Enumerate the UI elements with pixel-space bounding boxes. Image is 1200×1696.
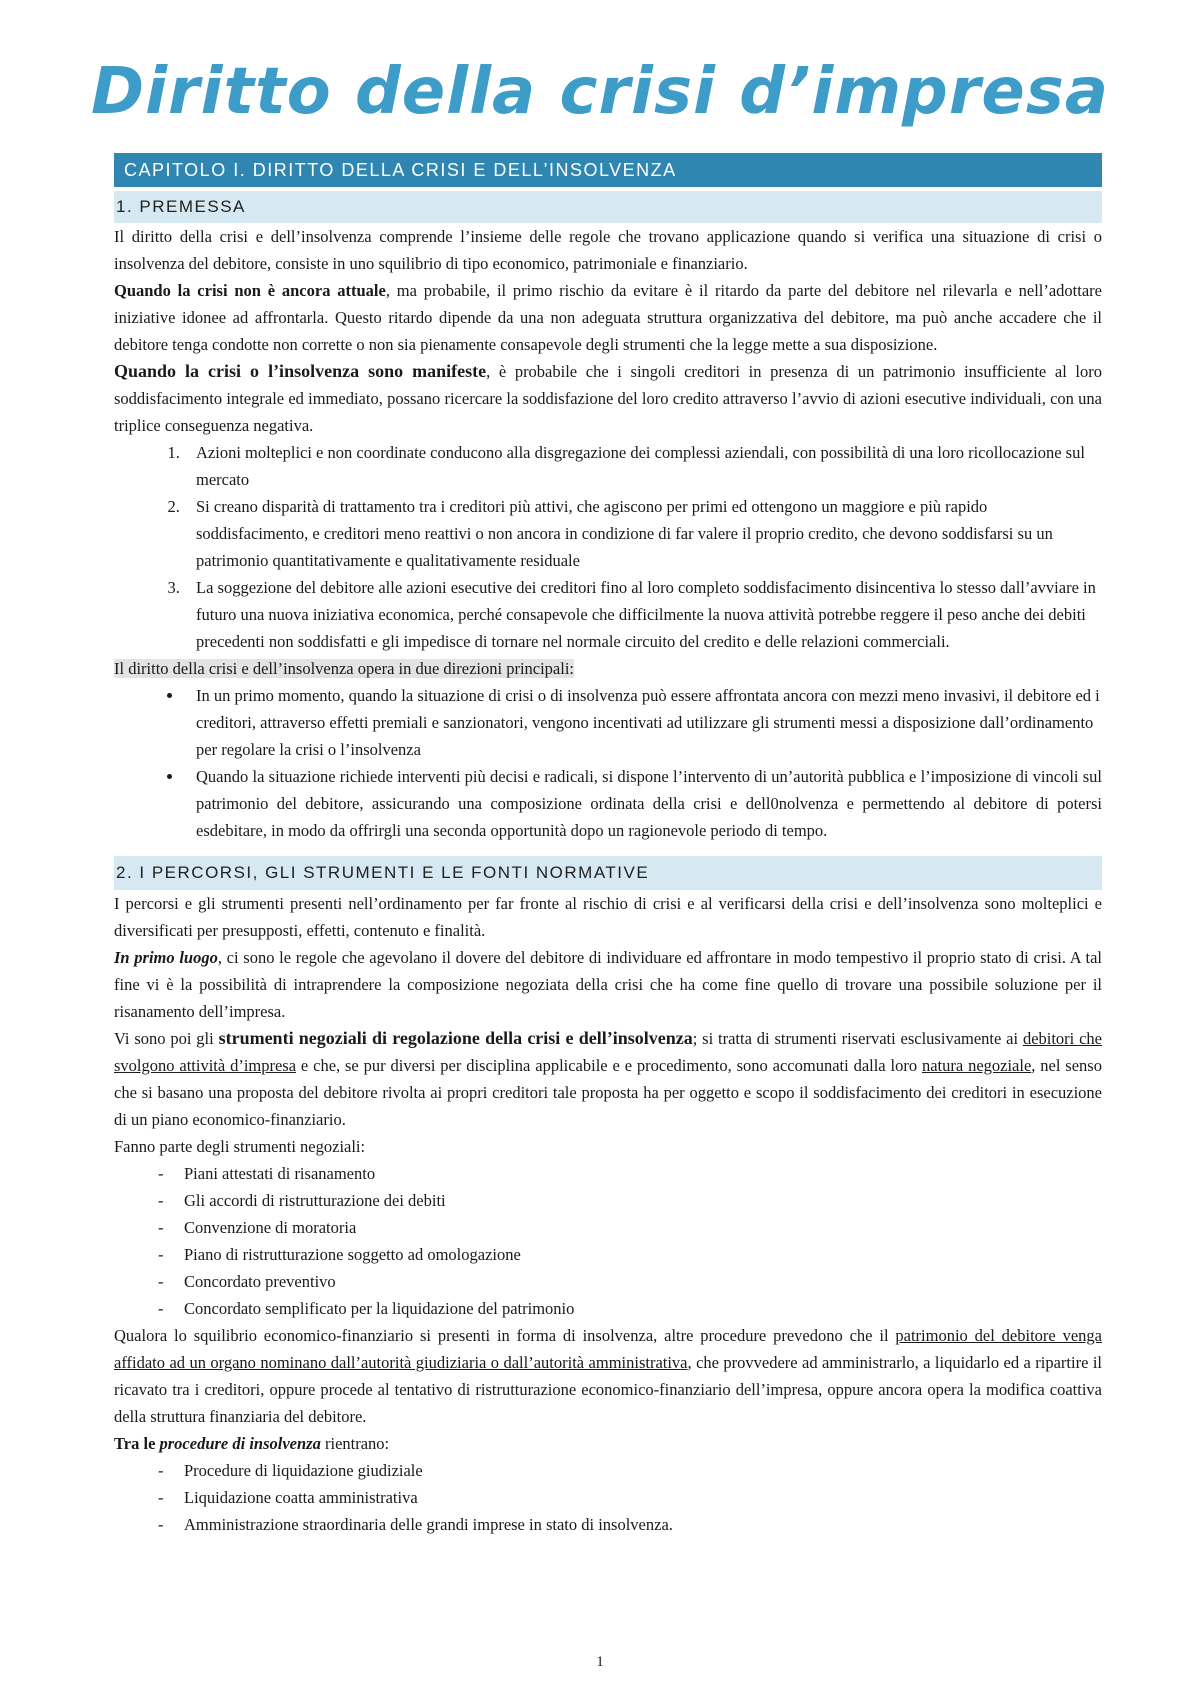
paragraph (114, 1430, 1102, 1457)
paragraph-text: Vi sono poi gli (114, 1029, 219, 1048)
paragraph (114, 944, 1102, 1025)
paragraph: I percorsi e gli strumenti presenti nell’ordinamento per far fronte al rischio di crisi e al verificarsi della crisi e dell’insolvenza sono molteplici e diversificati per presupposti, effetti, contenuto e finalità. (114, 894, 1102, 940)
bold-phrase: Quando la crisi non è ancora attuale (114, 281, 386, 300)
dash-marker: - (158, 1515, 164, 1534)
page-number: 1 (596, 1654, 604, 1670)
paragraph (114, 1322, 1102, 1430)
underlined-phrase: patrimonio del debitore venga affidato ad un organo nominano dall’autorità giudiziaria o dall’autorità amministrativa (114, 1326, 1102, 1372)
paragraph-text: rientrano: (320, 1434, 390, 1453)
list-item (114, 1457, 1102, 1484)
list-item-text: Concordato preventivo (184, 1272, 336, 1291)
paragraph-text: , ma probabile, il primo rischio da evitare è il ritardo da parte del debitore nel rilevarla e nell’adottare iniziative idonee ad affrontarla. Questo ritardo dipende da una non adeguata struttura organizzativa del debitore, ma può anche accadere che il debitore tenga condotte non corrette o non sia pienamente consapevole degli strumenti che la legge mette a sua disposizione. (114, 281, 1102, 354)
bold-phrase: Tra le (114, 1434, 160, 1453)
dash-marker: - (158, 1488, 164, 1507)
document-title: Diritto della crisi d’impresa (90, 55, 1110, 129)
dash-marker: - (158, 1218, 164, 1237)
paragraph (114, 358, 1102, 439)
dash-marker: - (158, 1164, 164, 1183)
bold-italic-phrase: procedure di insolvenza (159, 1434, 321, 1453)
paragraph-text: , ci sono le regole che agevolano il dovere del debitore di individuare ed affrontare in modo tempestivo il proprio stato di crisi. A tal fine vi è la possibilità di intraprendere la composizione negoziata della crisi che ha come fine quello di trovare una possibile soluzione per il risanamento dell’impresa. (114, 948, 1102, 1021)
paragraph-text: Qualora lo squilibrio economico-finanziario si presenti in forma di insolvenza, altre procedure prevedono che il (114, 1326, 896, 1345)
list-item (114, 1295, 1102, 1322)
list-item: • In un primo momento, quando la situazione di crisi o di insolvenza può essere affrontata ancora con mezzi meno invasivi, il debitore ed i creditori, attraverso effetti premiali e sanzionatori, vengono incentivati ad utilizzare gli strumenti messi a disposizione dall’ordinamento per regolare la crisi o l’insolvenza (184, 682, 1102, 763)
paragraph-text: , nel senso che si basano una proposta del debitore rivolta ai propri creditori tale proposta ha per oggetto e scopo il soddisfacimento dei creditori in esecuzione di un piano economico-finanziario. (114, 1056, 1102, 1129)
bold-phrase: Quando la crisi o l’insolvenza sono manifeste (114, 361, 487, 381)
highlighted-text: Il diritto della crisi e dell’insolvenza opera in due direzioni principali: (114, 659, 575, 678)
underlined-phrase: debitori che svolgono attività d’impresa (114, 1029, 1103, 1075)
paragraph-text: e che, se pur diversi per disciplina applicabile e e procedimento, sono accomunati dalla loro (296, 1056, 922, 1075)
list-item-text: Piani attestati di risanamento (184, 1164, 376, 1183)
consequences-list (114, 439, 1102, 655)
list-item-text: Convenzione di moratoria (184, 1218, 357, 1237)
dash-marker: - (158, 1461, 164, 1480)
bold-italic-phrase: In primo luogo (114, 948, 218, 967)
list-item: 1. Azioni molteplici e non coordinate conducono alla disgregazione dei complessi aziendali, con possibilità di una loro ricollocazione sul mercato (184, 439, 1102, 493)
procedures-list (114, 1457, 1102, 1538)
dash-marker: - (158, 1272, 164, 1291)
list-item-text: Amministrazione straordinaria delle grandi imprese in stato di insolvenza. (184, 1515, 673, 1534)
list-item-text: Gli accordi di ristrutturazione dei debiti (184, 1191, 446, 1210)
paragraph (114, 277, 1102, 358)
list-item (114, 1484, 1102, 1511)
dash-marker: - (158, 1191, 164, 1210)
list-item-text: Liquidazione coatta amministrativa (184, 1488, 418, 1507)
list-item (114, 1268, 1102, 1295)
list-item-text: Procedure di liquidazione giudiziale (184, 1461, 423, 1480)
list-item: 2. Si creano disparità di trattamento tra i creditori più attivi, che agiscono per primi ed ottengono un maggiore e più rapido soddisfacimento, e creditori meno reattivi o non ancora in condizione di far valere il proprio credito, che devono soddisfarsi su un patrimonio quantitativamente e qualitativamente residuale (184, 493, 1102, 574)
list-item: 3. La soggezione del debitore alle azioni esecutive dei creditori fino al loro completo soddisfacimento disincentiva lo stesso dall’avviare in futuro una nuova iniziativa economica, perché consapevole che difficilmente la nuova attività potrebbe reggere il peso anche dei debiti precedenti non soddisfatti e gli impedisce di tornare nel normale circuito del credito e delle relazioni commerciali. (184, 574, 1102, 655)
directions-list (114, 682, 1102, 844)
list-item (114, 1511, 1102, 1538)
section-1-heading: 1. PREMESSA (114, 191, 1102, 223)
list-item (114, 1241, 1102, 1268)
list-item (114, 1214, 1102, 1241)
list-item (114, 1160, 1102, 1187)
list-item: • Quando la situazione richiede interventi più decisi e radicali, si dispone l’intervento di un’autorità pubblica e l’imposizione di vincoli sul patrimonio del debitore, assicurando una composizione ordinata della crisi e dell0nolvenza e permettendo al debitore di potersi esdebitare, in modo da offrirgli una seconda opportunità dopo un ragionevole periodo di tempo. (184, 763, 1102, 844)
paragraph-text: , è probabile che i singoli creditori in presenza di un patrimonio insufficiente al loro soddisfacimento integrale ed immediato, possano ricercare la soddisfazione del loro credito attraverso l’avvio di azioni esecutive individuali, con una triplice conseguenza negativa. (114, 362, 1102, 435)
paragraph-text: , che provvedere ad amministrarlo, a liquidarlo ed a ripartire il ricavato tra i creditori, oppure procede al tentativo di ristrutturazione economico-finanziario dell’impresa, oppure ancora opera la modifica coattiva della struttura finanziaria del debitore. (114, 1353, 1102, 1426)
paragraph: Il diritto della crisi e dell’insolvenza comprende l’insieme delle regole che trovano applicazione quando si verifica una situazione di crisi o insolvenza del debitore, consiste in uno squilibrio di tipo economico, patrimoniale e finanziario. (114, 227, 1102, 273)
list-item-text: Concordato semplificato per la liquidazione del patrimonio (184, 1299, 575, 1318)
paragraph (114, 1025, 1102, 1133)
underlined-phrase: natura negoziale (921, 1056, 1032, 1075)
list-item-text: Piano di ristrutturazione soggetto ad omologazione (184, 1245, 521, 1264)
document-body (114, 153, 1102, 1538)
paragraph: Fanno parte degli strumenti negoziali: (114, 1137, 366, 1156)
bold-phrase: strumenti negoziali di regolazione della crisi e dell’insolvenza (218, 1028, 693, 1048)
instruments-list (114, 1160, 1102, 1322)
paragraph (114, 655, 1102, 682)
list-item (114, 1187, 1102, 1214)
paragraph-text: ; si tratta di strumenti riservati esclusivamente ai (692, 1029, 1023, 1048)
section-2-heading: 2. I PERCORSI, GLI STRUMENTI E LE FONTI NORMATIVE (114, 856, 1102, 890)
dash-marker: - (158, 1299, 164, 1318)
chapter-heading: CAPITOLO I. DIRITTO DELLA CRISI E DELL’INSOLVENZA (114, 153, 1102, 187)
dash-marker: - (158, 1245, 164, 1264)
